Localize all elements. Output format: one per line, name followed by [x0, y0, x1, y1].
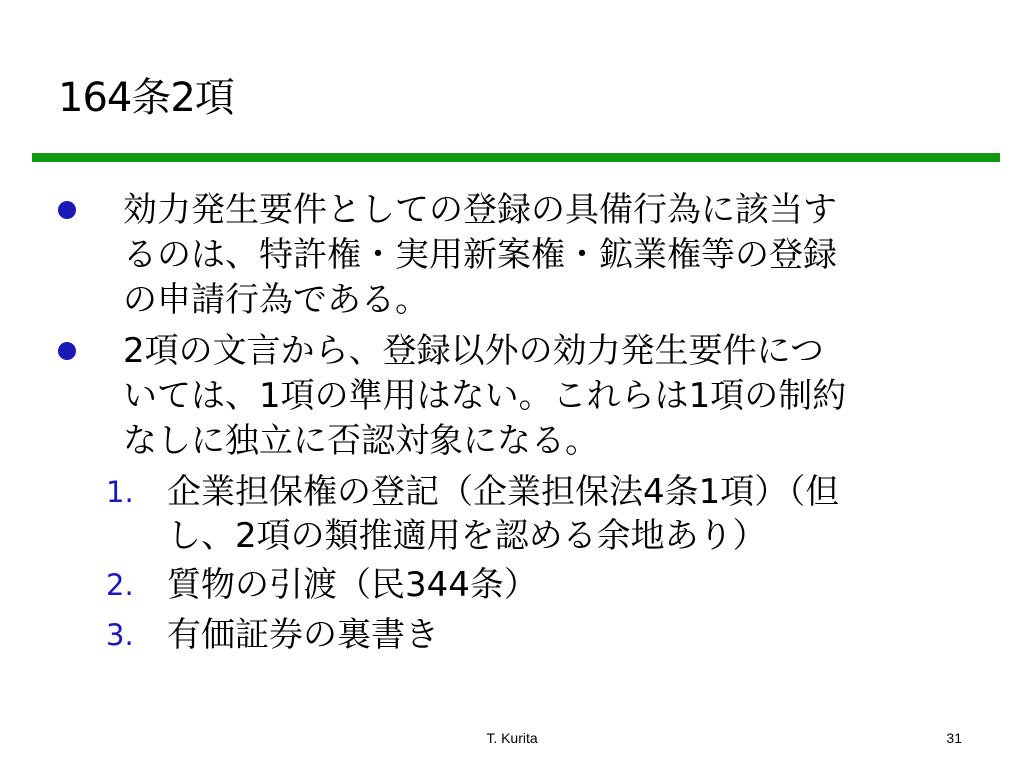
- bullet-dot-icon: [58, 342, 76, 360]
- numbered-marker: 1.: [106, 475, 134, 509]
- numbered-line: 企業担保権の登記（企業担保法4条1項）（但: [167, 472, 840, 512]
- bullet-line: いては、1項の準用はない。これらは1項の制約: [123, 376, 847, 416]
- numbered-line: し、2項の類推適用を認める余地あり）: [167, 516, 767, 556]
- bullet-dot-icon: [58, 201, 76, 219]
- bullet-line: なしに独立に否認対象になる。: [123, 421, 599, 461]
- numbered-marker: 3.: [106, 618, 134, 652]
- numbered-line: 質物の引渡（民344条）: [167, 565, 538, 605]
- numbered-marker: 2.: [106, 568, 134, 602]
- numbered-line: 有価証券の裏書き: [167, 615, 439, 655]
- bullet-line: 効力発生要件としての登録の具備行為に該当す: [123, 190, 837, 230]
- title-divider: [32, 153, 1000, 162]
- bullet-line: 2項の文言から、登録以外の効力発生要件につ: [123, 331, 824, 371]
- bullet-line: るのは、特許権・実用新案権・鉱業権等の登録: [123, 235, 837, 275]
- bullet-line: の申請行為である。: [123, 280, 429, 320]
- footer-author: T. Kurita: [486, 730, 538, 746]
- slide-title: 164条2項: [58, 75, 234, 121]
- footer-page-number: 31: [946, 730, 962, 746]
